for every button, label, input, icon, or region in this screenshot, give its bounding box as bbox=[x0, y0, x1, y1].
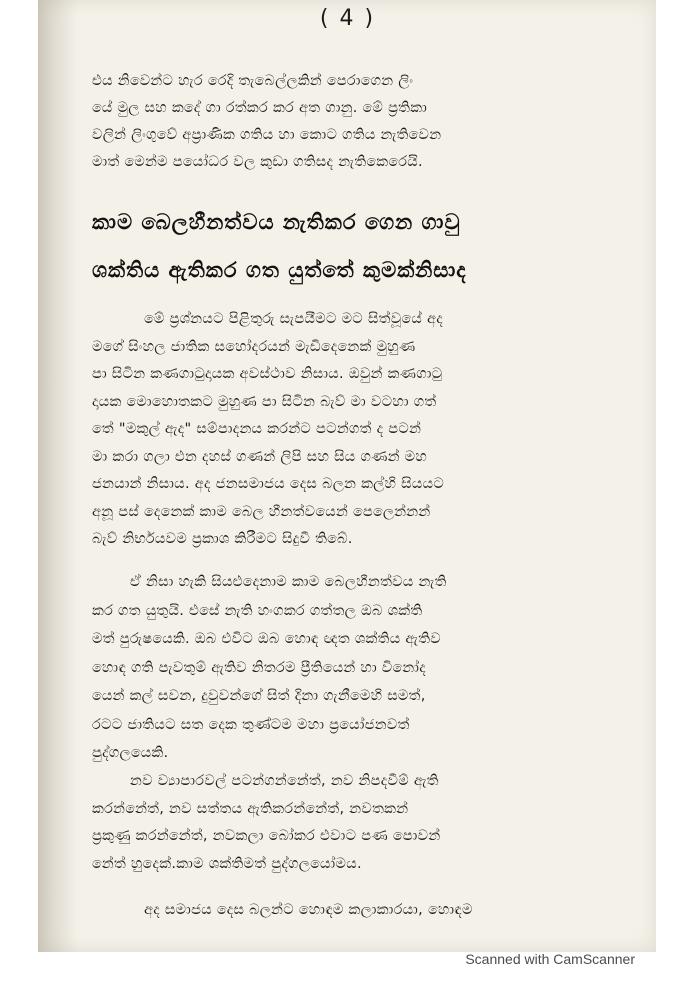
text-line: හොඳ ගති පැවතුම් ඇතිව නිතරම ප්‍රීතියෙන් හා විනෝද bbox=[92, 659, 426, 676]
text-line: ප්‍රකුණු කරන්නේත්, නවකලා බෝකර එවාට පණ පොවන් bbox=[92, 828, 441, 844]
section-heading bbox=[92, 198, 648, 294]
text-line: මාත් මෙන්ම පයෝධර වල කුඩා ගතිසද නැතිකෙරෙයි. bbox=[92, 154, 423, 170]
page-number: ( 4 ) bbox=[319, 6, 376, 31]
text-line: මගේ සිංහල ජාතික සහෝදරයන් මැඩිදෙනෙක් මුහුණ bbox=[92, 338, 416, 355]
text-line: යෙන් කල් සවන, දුවුවන්ගේ සිත් දිනා ගැනීමෙහි සමත්, bbox=[92, 688, 426, 704]
text-line: මේ ප්‍රශ්නයට පිළිතුරු සැපයීමට මට සිත්වූයේ අද bbox=[144, 311, 443, 327]
paragraph-3 bbox=[92, 768, 648, 878]
text-line: ජනයාන් නිසාය. අද ජනසමාජය දෙස බලන කල්හි සියයට bbox=[92, 476, 445, 492]
text-line: එය නිවෙන්ට හැර රෙදි තැබෙල්ලකින් පෙරාගෙන ලිං bbox=[92, 73, 414, 89]
text-line: මත් පුරුෂයෙකි. ඔබ එවිට ඔබ හොඳ ඥත ශක්තිය ඇතිව bbox=[92, 631, 442, 647]
text-line: බැව් නිර්භයවම ප්‍රකාශ කිරීමට සිදුවී තිබේ. bbox=[92, 531, 353, 547]
page-binding-shadow bbox=[38, 0, 78, 952]
paragraph-1 bbox=[92, 306, 648, 554]
text-line: දායක මොහොතකට මුහුණ පා සිටින බැව් මා වටහා ගත් bbox=[92, 393, 437, 410]
text-line: අනූ පස් දෙනෙක් කාම බෙල හීනත්වයෙන් පෙලෙන්නන් bbox=[92, 503, 431, 520]
heading-line: කාම බෙලහීනත්වය නැතිකර ගෙන ගාවු bbox=[92, 210, 461, 234]
text-line: යේ මුල සහ කදේ ගා රත්කර කර අත ගානු. මේ ප්‍රතිකා bbox=[92, 100, 428, 116]
text-line: කරන්නේත්, නව සත්තය ඇතිකරන්නේත්, නවතකන් bbox=[92, 800, 409, 817]
heading-line: ශක්තිය ඇතිකර ගත යුත්තේ කුමක්නිසාද bbox=[92, 258, 467, 282]
paragraph-2 bbox=[92, 568, 648, 768]
text-line: නේත් හුදෙක්.කාම ශක්තිමත් පුද්ගලයෝමය. bbox=[92, 855, 362, 872]
text-line: ඒ නිසා හැකි සියළුදෙනාම කාම බෙලහීනත්වය නැති bbox=[130, 574, 447, 590]
text-line: මා කරා ගලා එන දහස් ගණන් ලිපි සහ සිය ගණන් මහ bbox=[92, 448, 428, 465]
text-line: වලින් ලිංගුවේ අප්‍රාණික ගතිය හා කොට ගතිය නැතිවෙන bbox=[92, 127, 442, 143]
text-line: තේ "මකුල් ඇද" සම්පාදනය කරන්ට පටන්ගත් ද පටන් bbox=[92, 421, 422, 437]
paragraph-4 bbox=[92, 897, 648, 924]
text-line: පුද්ගලයෙකි. bbox=[92, 745, 169, 761]
intro-paragraph bbox=[92, 68, 648, 176]
scanner-watermark: Scanned with CamScanner bbox=[465, 951, 635, 967]
text-line: කර ගත යුතුයි. එසේ නැති හංගකර ගත්තල ඔබ ශක්ති bbox=[92, 602, 423, 619]
text-line: නව ව්‍යාපාරවල් පටන්ගන්නේත්, නව නිපදවීම් ඇති bbox=[130, 773, 439, 789]
text-line: රටට ජාතියට සත දෙක තුණ්ටම මහා ප්‍රයෝජනවත් bbox=[92, 716, 410, 733]
text-line: අද සමාජය දෙස බලන්ට හොඳම කලාකාරයා, හොඳම bbox=[144, 902, 473, 918]
text-line: පා සිටින කණගාටුදායක අවස්ථාව නිසාය. ඔවුන් කණගාටු bbox=[92, 366, 443, 382]
